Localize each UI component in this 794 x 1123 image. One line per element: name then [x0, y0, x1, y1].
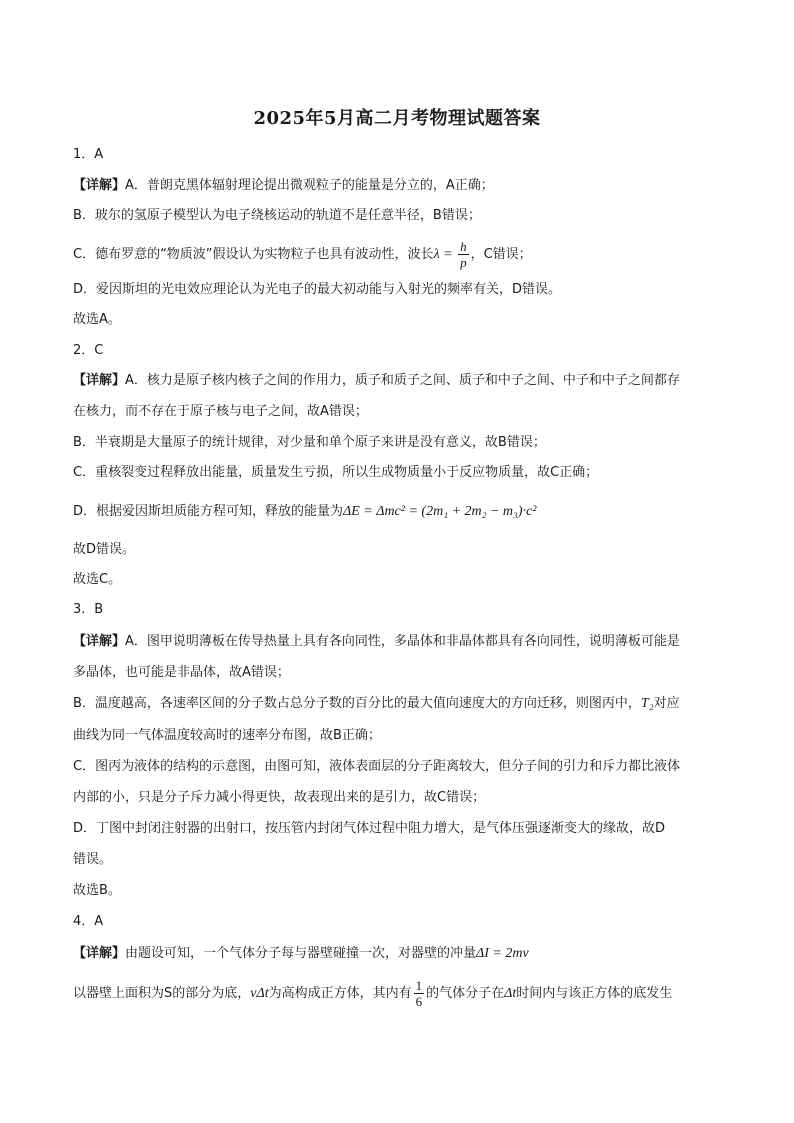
- impulse-formula: ΔI = 2mv: [476, 946, 529, 961]
- q1-option-b: B．玻尔的氢原子模型认为电子绕核运动的轨道不是任意半径，B错误；: [73, 208, 481, 223]
- q3-b1-tail: 对应: [653, 696, 680, 711]
- q4-number: 4．A: [73, 914, 104, 929]
- q1-c-tail: ，C错误；: [470, 247, 532, 262]
- q3-answer: 故选B。: [73, 883, 121, 898]
- q3-b1-text: B．温度越高，各速率区间的分子数占总分子数的百分比的最大值向速度大的方向迁移，则图丙中，: [73, 696, 641, 711]
- temperature-t2: T₂: [640, 696, 654, 711]
- fraction-numerator: h: [460, 239, 467, 254]
- q2-a1-text: A．核力是原子核内核子之间的作用力，质子和质子之间、质子和中子之间、中子和中子之间都存: [125, 373, 680, 388]
- q4-l2-text: 以器壁上面积为S的部分为底，: [73, 986, 251, 1001]
- q2-option-a-line2: 在核力，而不存在于原子核与电子之间，故A错误；: [73, 404, 368, 419]
- mass-energy-formula: ΔE = Δmc² = (2m₁ + 2m₂ − m₃)·c²: [343, 504, 537, 519]
- detail-tag: 【详解】: [73, 373, 126, 388]
- q1-number: 1．A: [73, 147, 104, 162]
- q3-option-b-line2: 曲线为同一气体温度较高时的速率分布图，故B正确；: [73, 728, 381, 743]
- q4-l2-tail-a: 的气体分子在: [426, 986, 505, 1001]
- detail-tag: 【详解】: [73, 946, 126, 961]
- time-dt: Δt: [504, 986, 517, 1001]
- q3-number: 3．B: [73, 602, 104, 617]
- q3-option-d-line1: D．丁图中封闭注射器的出射口，按压管内封闭气体过程中阻力增大，是气体压强逐渐变大的缘故，故D: [73, 821, 666, 836]
- height-v-dt: vΔt: [250, 986, 269, 1001]
- q1-c-text: C．德布罗意的“物质波”假设认为实物粒子也具有波动性，波长: [73, 247, 434, 262]
- q2-option-a-line1: [73, 372, 680, 390]
- q3-a1-text: A．图甲说明薄板在传导热量上具有各向同性，多晶体和非晶体都具有各向同性，说明薄板可能是: [125, 634, 680, 649]
- q2-option-c: C．重核裂变过程释放出能量，质量发生亏损，所以生成物质量小于反应物质量，故C正确；: [73, 465, 599, 480]
- q1-option-c: [73, 236, 532, 274]
- fraction-numerator: 1: [415, 978, 423, 993]
- fraction-denominator: 6: [415, 994, 423, 1009]
- fraction-h-over-p: [458, 239, 469, 270]
- q3-option-d-line2: 错误。: [73, 852, 113, 867]
- q2-number: 2．C: [73, 343, 104, 358]
- page-title: 2025年5月高二月考物理试题答案: [253, 108, 541, 129]
- q1-answer: 故选A。: [73, 312, 121, 327]
- detail-tag: 【详解】: [73, 178, 126, 193]
- q3-option-a-line1: [73, 633, 680, 651]
- q4-line1: [73, 945, 529, 963]
- q4-line2: [73, 975, 672, 1013]
- q3-option-c-line2: 内部的小，只是分子斥力减小得更快，故表现出来的是引力，故C错误；: [73, 790, 486, 805]
- q1-option-a: [73, 177, 494, 195]
- q2-option-d: [73, 503, 536, 521]
- q3-option-c-line1: C．图丙为液体的结构的示意图，由图可知，液体表面层的分子距离较大，但分子间的引力和斥力都比液体: [73, 759, 681, 774]
- lambda-symbol: λ =: [433, 247, 457, 262]
- q4-l2-mid: 为高构成正方体，其内有: [268, 986, 412, 1001]
- q3-option-a-line2: 多晶体，也可能是非晶体，故A错误；: [73, 665, 290, 680]
- fraction-one-sixth: [414, 978, 425, 1009]
- q2-option-b: B．半衰期是大量原子的统计规律，对少量和单个原子来讲是没有意义，故B错误；: [73, 435, 546, 450]
- q3-option-b-line1: [73, 695, 680, 713]
- detail-tag: 【详解】: [73, 634, 126, 649]
- q2-answer: 故选C。: [73, 572, 122, 587]
- fraction-denominator: p: [460, 255, 467, 270]
- q4-l1-text: 由题设可知，一个气体分子每与器壁碰撞一次，对器壁的冲量: [125, 946, 477, 961]
- q2-d-text: D．根据爱因斯坦质能方程可知，释放的能量为: [73, 504, 344, 519]
- q4-l2-tail-b: 时间内与该正方体的底发生: [516, 986, 673, 1001]
- q1-a-text: A．普朗克黑体辐射理论提出微观粒子的能量是分立的，A正确；: [125, 178, 494, 193]
- q2-option-d-line2: 故D错误。: [73, 542, 136, 557]
- q1-option-d: D．爱因斯坦的光电效应理论认为光电子的最大初动能与入射光的频率有关，D错误。: [73, 282, 562, 297]
